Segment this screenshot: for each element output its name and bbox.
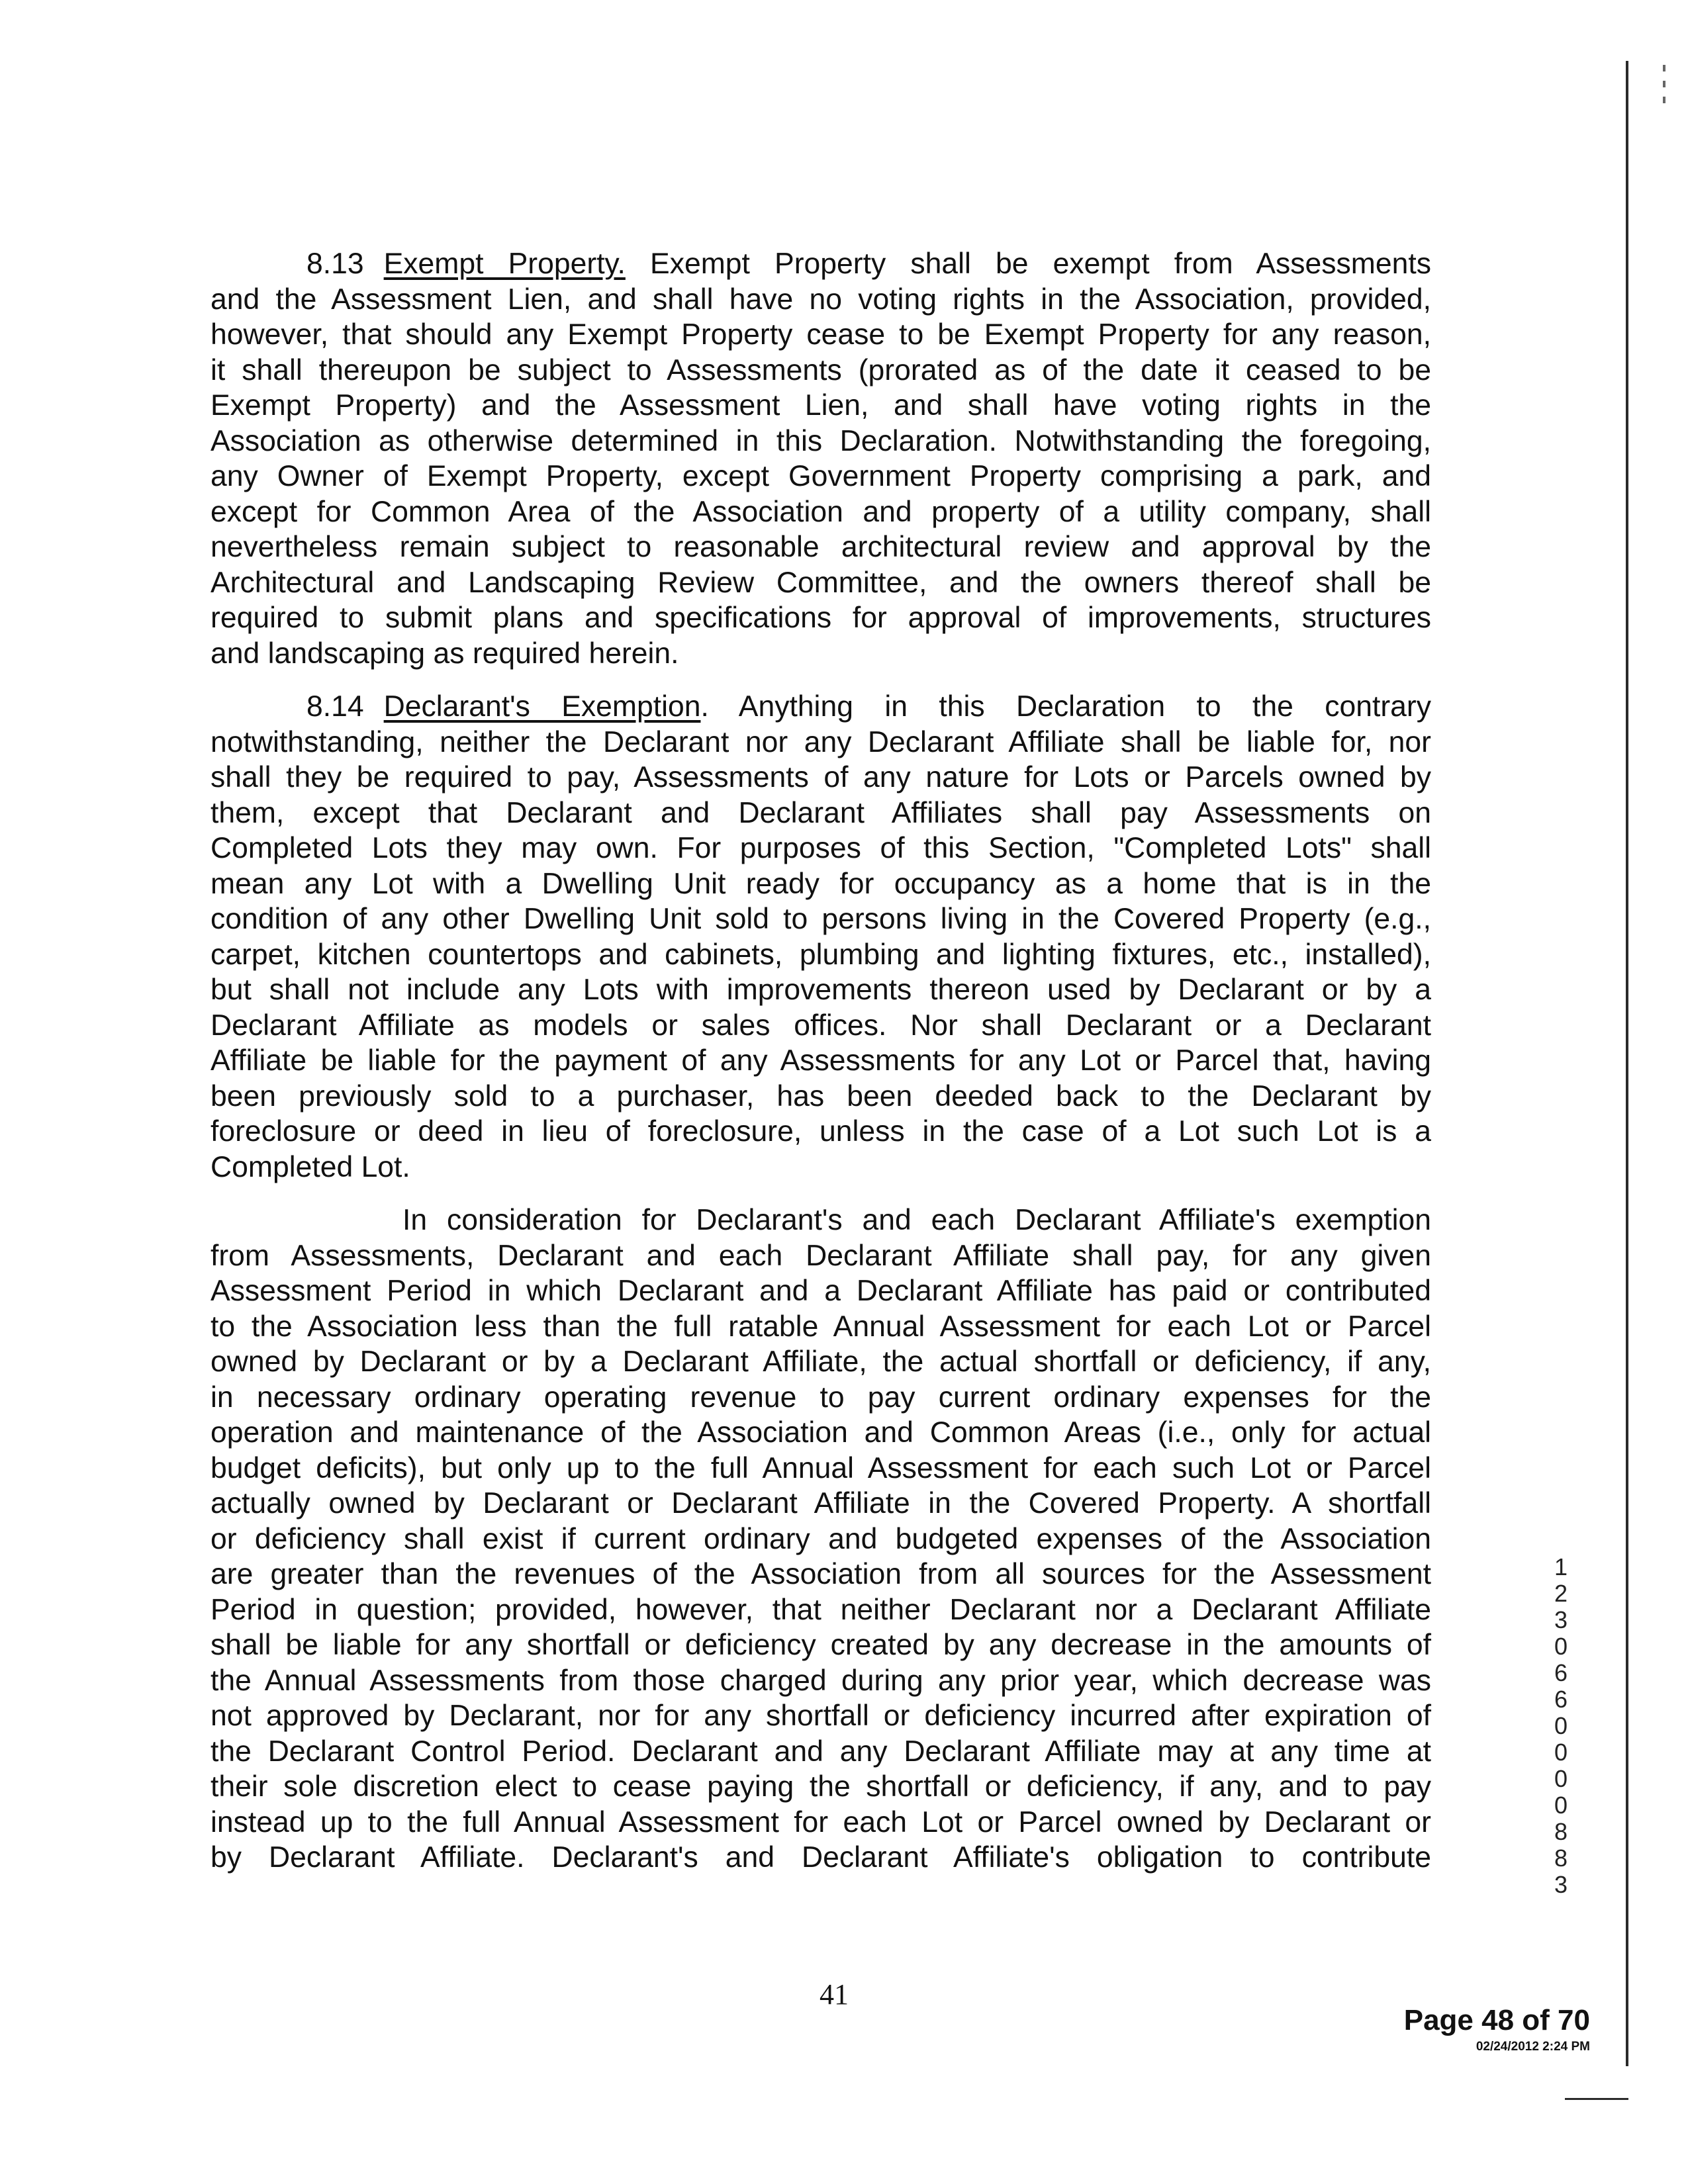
text-line: notwithstanding, neither the Declarant nor any Declarant Affiliate shall be liable for, nor: [211, 725, 1431, 758]
text-line: or deficiency shall exist if current ordinary and budgeted expenses of the Association: [211, 1522, 1431, 1555]
text-line: the Declarant Control Period. Declarant and any Declarant Affiliate may at any time at: [211, 1735, 1431, 1768]
text-line: by Declarant Affiliate. Declarant's and Declarant Affiliate's obligation to contribute: [211, 1841, 1431, 1874]
text-line: owned by Declarant or by a Declarant Affiliate, the actual shortfall or deficiency, if any,: [211, 1345, 1431, 1378]
text-line: but shall not include any Lots with improvements thereon used by Declarant or by a: [211, 974, 1431, 1006]
text-line: Affiliate be liable for the payment of any Assessments for any Lot or Parcel that, having: [211, 1044, 1431, 1077]
text-line: except for Common Area of the Association and property of a utility company, shall: [211, 495, 1431, 528]
text-line: Declarant Affiliate as models or sales offices. Nor shall Declarant or a Declarant: [211, 1009, 1431, 1042]
section-8-13: [211, 246, 1431, 671]
text-line: Assessment Period in which Declarant and a Declarant Affiliate has paid or contributed: [211, 1275, 1431, 1307]
margin-recording-number: 1230660000883: [1554, 1553, 1568, 1898]
text-line: from Assessments, Declarant and each Declarant Affiliate shall pay, for any given: [211, 1239, 1431, 1272]
text-line: to the Association less than the full ratable Annual Assessment for each Lot or Parcel: [211, 1310, 1431, 1343]
scan-speck: [1663, 81, 1665, 87]
text-line: the Annual Assessments from those charged during any prior year, which decrease was: [211, 1664, 1431, 1697]
document-body: [211, 246, 1431, 1893]
text-line: mean any Lot with a Dwelling Unit ready for occupancy as a home that is in the: [211, 867, 1431, 900]
text-line: operation and maintenance of the Association and Common Areas (i.e., only for actual: [211, 1416, 1431, 1449]
text-line: In consideration for Declarant's and each Declarant Affiliate's exemption: [402, 1204, 1431, 1236]
text-line: however, that should any Exempt Property cease to be Exempt Property for any reason,: [211, 318, 1431, 351]
text-line: them, except that Declarant and Declarant Affiliates shall pay Assessments on: [211, 796, 1431, 829]
text-line: Architectural and Landscaping Review Committee, and the owners thereof shall be: [211, 566, 1431, 599]
section-heading: Exempt Property.: [383, 248, 626, 280]
section-number: 8.14: [306, 690, 364, 723]
text-line: shall be liable for any shortfall or deficiency created by any decrease in the amounts of: [211, 1629, 1431, 1661]
text-line: been previously sold to a purchaser, has been deeded back to the Declarant by: [211, 1079, 1431, 1113]
text-line: required to submit plans and specifications for approval of improvements, structures: [211, 602, 1431, 634]
text-line: 8.13 Exempt Property. Exempt Property shall be exempt from Assessments: [306, 248, 1431, 280]
text-line: instead up to the full Annual Assessment for each Lot or Parcel owned by Declarant or: [211, 1805, 1431, 1839]
text-line: in necessary ordinary operating revenue to pay current ordinary expenses for the: [211, 1381, 1431, 1414]
text-line: not approved by Declarant, nor for any shortfall or deficiency incurred after expiration of: [211, 1700, 1431, 1732]
page-number: 41: [820, 1978, 849, 2011]
text-line: and the Assessment Lien, and shall have no voting rights in the Association, provided,: [211, 283, 1431, 316]
scan-speck: [1663, 65, 1665, 71]
section-heading: Declarant's Exemption: [383, 690, 701, 723]
text-line: actually owned by Declarant or Declarant Affiliate in the Covered Property. A shortfall: [211, 1487, 1431, 1520]
text-line: it shall thereupon be subject to Assessments (prorated as of the date it ceased to be: [211, 353, 1431, 387]
text-line: their sole discretion elect to cease paying the shortfall or deficiency, if any, and to pay: [211, 1770, 1431, 1803]
consideration-paragraph: [211, 1203, 1431, 1876]
text-line: nevertheless remain subject to reasonable architectural review and approval by the: [211, 531, 1431, 563]
text-line: Association as otherwise determined in this Declaration. Notwithstanding the foregoing,: [211, 424, 1431, 457]
scan-speck: [1663, 97, 1665, 103]
text-line: Completed Lot.: [211, 1150, 410, 1183]
text-line: budget deficits), but only up to the full Annual Assessment for each such Lot or Parcel: [211, 1451, 1431, 1484]
right-margin-rule: [1626, 61, 1628, 2066]
text-line: carpet, kitchen countertops and cabinets, plumbing and lighting fixtures, etc., installed),: [211, 938, 1431, 971]
text-line: foreclosure or deed in lieu of foreclosure, unless in the case of a Lot such Lot is a: [211, 1115, 1431, 1148]
text-line: Period in question; provided, however, that neither Declarant nor a Declarant Affiliate: [211, 1593, 1431, 1626]
date-stamp: 02/24/2012 2:24 PM: [1476, 2040, 1590, 2054]
text-line: shall they be required to pay, Assessments of any nature for Lots or Parcels owned by: [211, 761, 1431, 794]
text-line: 8.14 Declarant's Exemption. Anything in this Declaration to the contrary: [306, 690, 1431, 723]
text-line: and landscaping as required herein.: [211, 637, 679, 670]
text-line: condition of any other Dwelling Unit sold to persons living in the Covered Property (e.g.,: [211, 903, 1431, 935]
text-line: Completed Lots they may own. For purposes of this Section, "Completed Lots" shall: [211, 832, 1431, 864]
text-line: Exempt Property) and the Assessment Lien, and shall have voting rights in the: [211, 389, 1431, 422]
page-count-stamp: Page 48 of 70: [1403, 2004, 1590, 2036]
section-8-14: [211, 689, 1431, 1185]
text-line: are greater than the revenues of the Association from all sources for the Assessment: [211, 1558, 1431, 1590]
section-number: 8.13: [306, 248, 364, 280]
text-line: any Owner of Exempt Property, except Government Property comprising a park, and: [211, 460, 1431, 492]
bottom-stamp-rule: [1565, 2098, 1628, 2100]
